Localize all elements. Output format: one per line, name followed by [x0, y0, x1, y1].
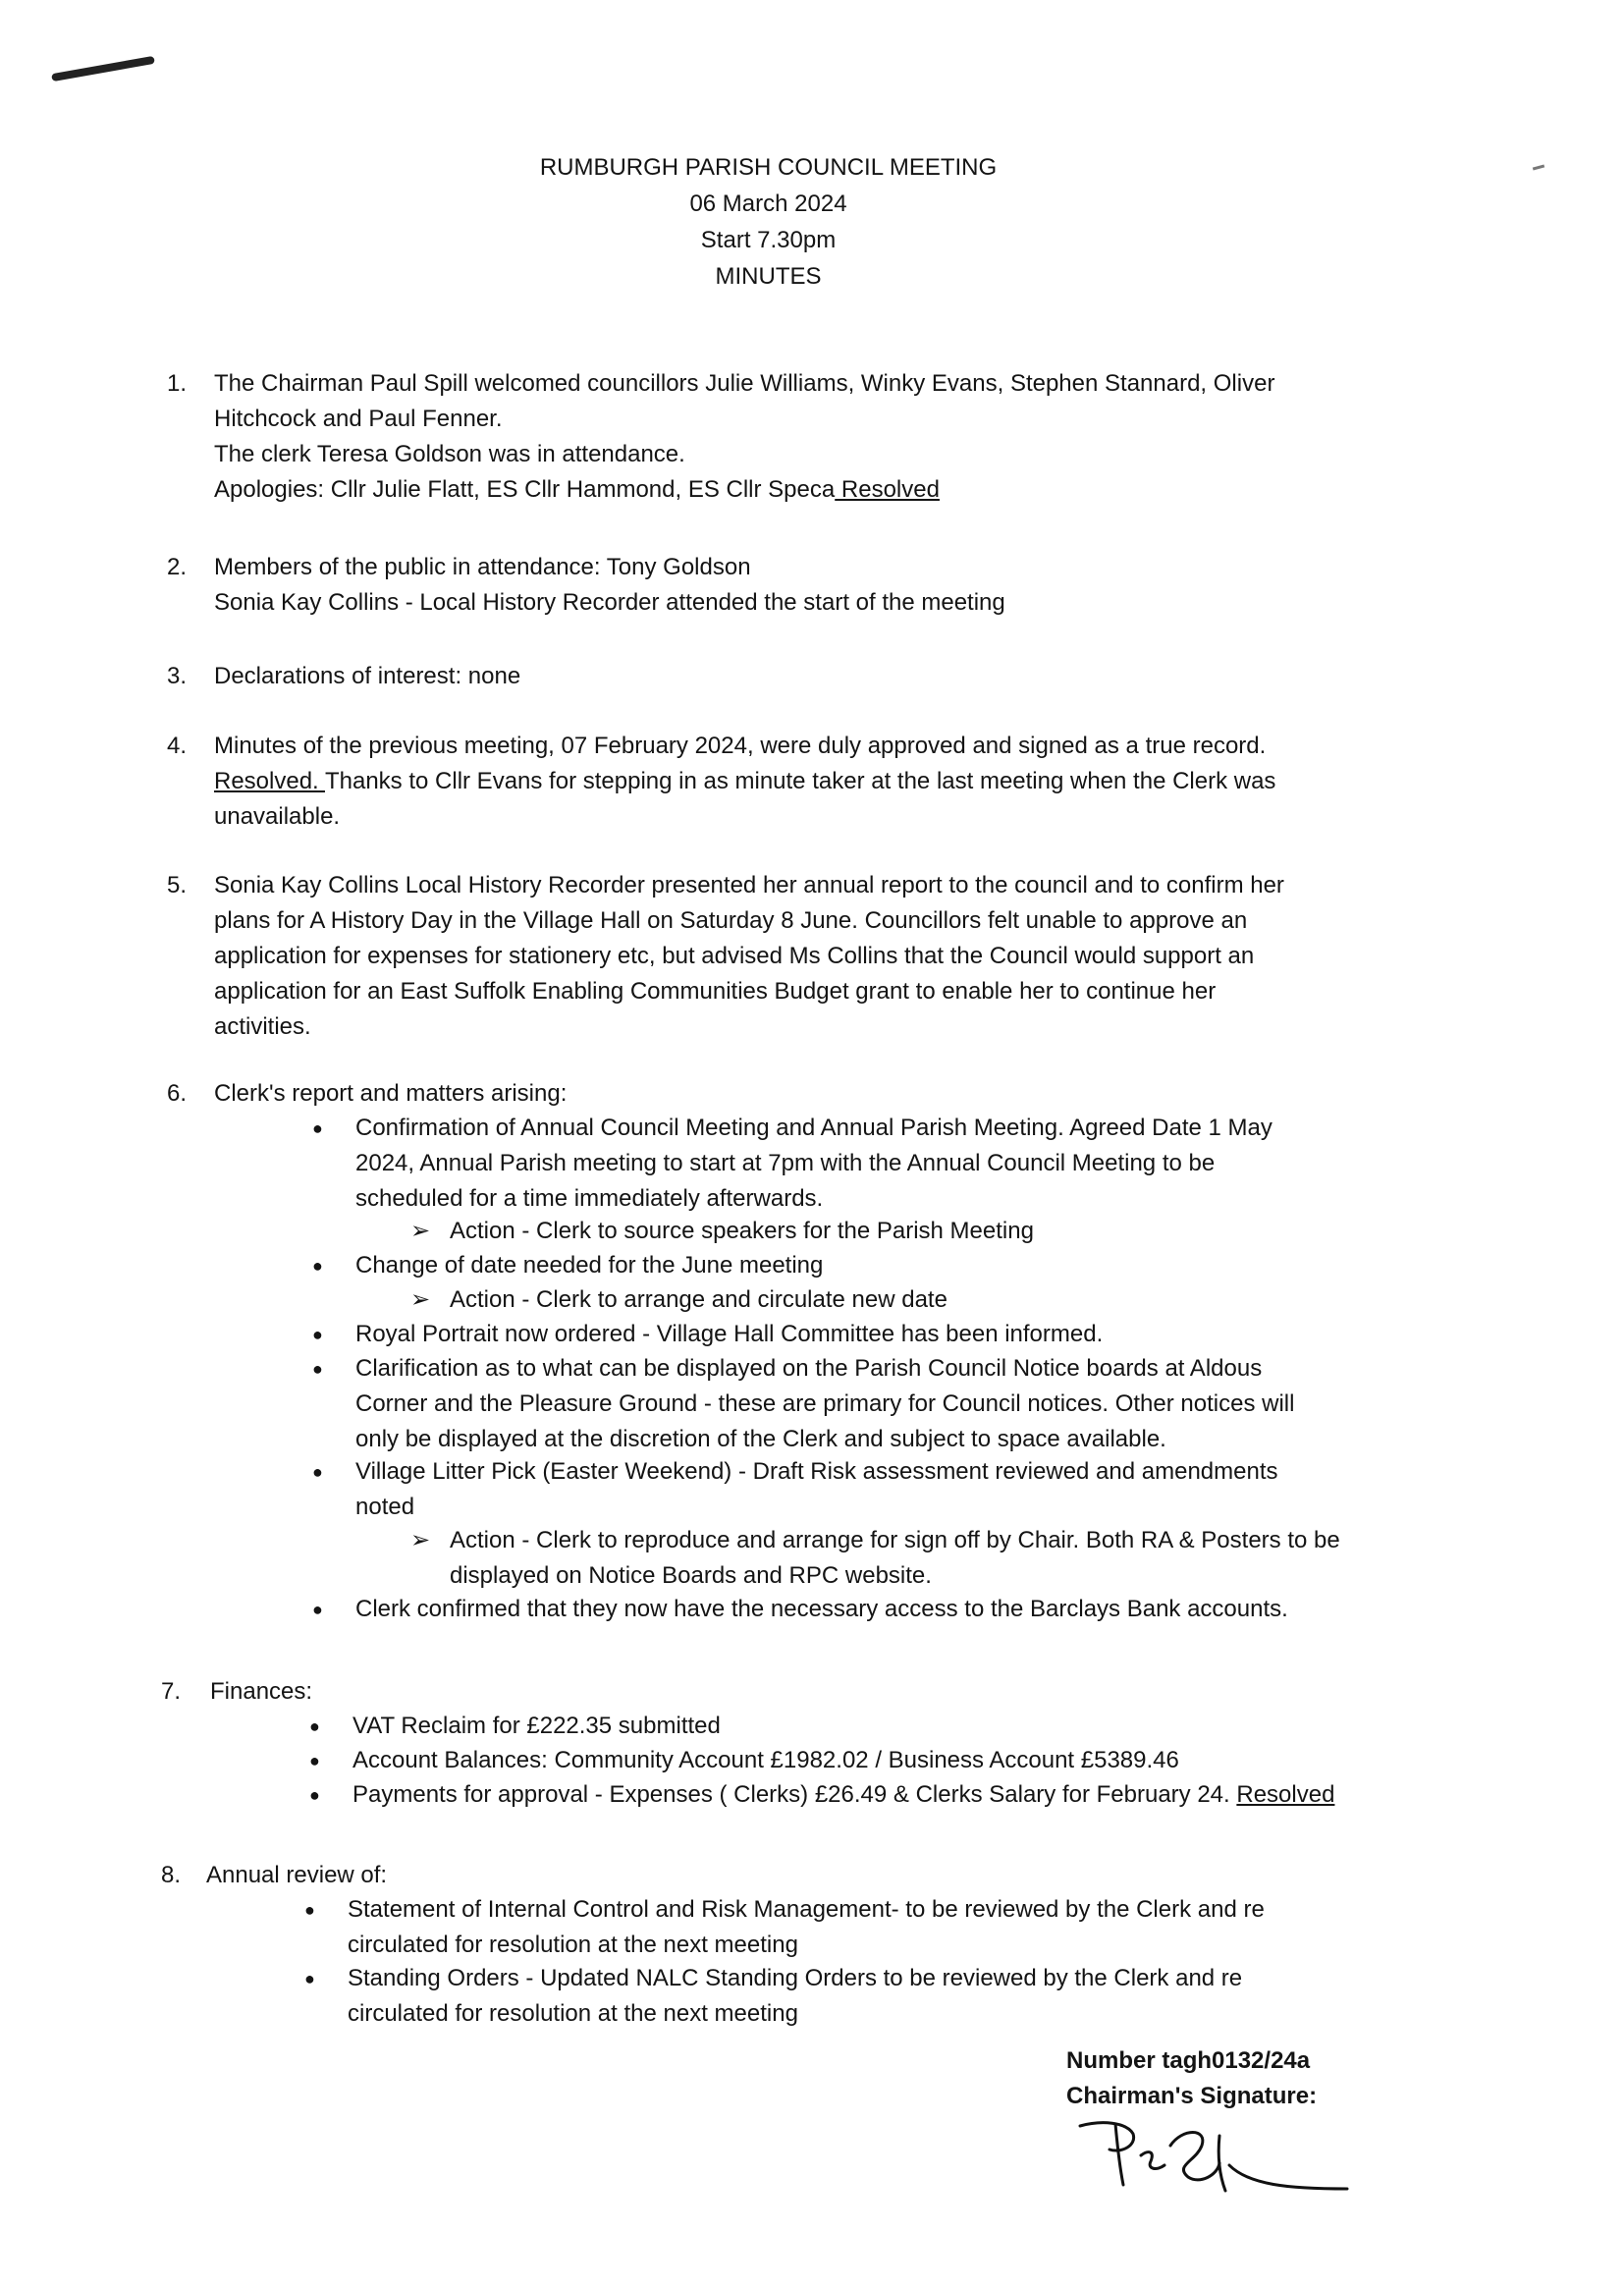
item-line: The Chairman Paul Spill welcomed councillors Julie Williams, Winky Evans, Stephen Stannard, Oliver — [214, 370, 1275, 397]
action-text: Action - Clerk to source speakers for the Parish Meeting — [450, 1218, 1034, 1244]
document-number: Number tagh0132/24a — [1066, 2047, 1311, 2074]
document-header — [0, 149, 1537, 295]
bullet-text: Change of date needed for the June meeting — [355, 1252, 824, 1279]
apologies-text: Apologies: Cllr Julie Flatt, ES Cllr Hammond, ES Cllr Speca — [214, 476, 836, 503]
item-line: The clerk Teresa Goldson was in attendance. — [214, 441, 685, 467]
bullet-line: Corner and the Pleasure Ground - these are primary for Council notices. Other notices will — [355, 1390, 1295, 1417]
document-type: MINUTES — [715, 263, 822, 290]
item-number: 5. — [167, 872, 188, 898]
signature-label: Chairman's Signature: — [1066, 2083, 1318, 2109]
item-number: 6. — [167, 1080, 188, 1107]
item-line: Hitchcock and Paul Fenner. — [214, 406, 503, 432]
item-title: Finances: — [210, 1678, 313, 1705]
action-line: Action - Clerk to reproduce and arrange for sign off by Chair. Both RA & Posters to be — [450, 1527, 1340, 1553]
bullet-line: circulated for resolution at the next meeting — [348, 2000, 798, 2027]
bullet-icon: ● — [312, 1256, 323, 1276]
action-text — [450, 1523, 1481, 1594]
resolved-mark: Resolved — [835, 476, 940, 503]
bullet-icon: ● — [304, 1969, 315, 1988]
bullet-text: VAT Reclaim for £222.35 submitted — [352, 1713, 721, 1739]
scan-mark — [51, 56, 155, 82]
item-line — [214, 472, 1608, 508]
item-number: 2. — [167, 554, 188, 580]
bullet-text — [352, 1777, 1491, 1813]
item-number: 7. — [161, 1678, 182, 1705]
resolved-mark: Resolved. — [214, 768, 325, 794]
bullet-text — [348, 1961, 1437, 2032]
arrow-icon: ➢ — [410, 1218, 431, 1244]
arrow-icon: ➢ — [410, 1527, 431, 1553]
item-line: application for an East Suffolk Enabling Communities Budget grant to enable her to continue her — [214, 978, 1217, 1005]
item-number: 4. — [167, 733, 188, 759]
bullet-icon: ● — [312, 1118, 323, 1138]
item-body — [214, 550, 1608, 621]
item-line: unavailable. — [214, 803, 341, 830]
item-body — [214, 366, 1608, 508]
item-line: Minutes of the previous meeting, 07 February 2024, were duly approved and signed as a true record. — [214, 733, 1267, 759]
bullet-line: circulated for resolution at the next meeting — [348, 1932, 798, 1958]
bullet-line: 2024, Annual Parish meeting to start at 7pm with the Annual Council Meeting to be — [355, 1150, 1216, 1176]
bullet-line: noted — [355, 1494, 415, 1520]
item-body — [214, 868, 1608, 1045]
item-number: 8. — [161, 1862, 182, 1888]
item-line: Declarations of interest: none — [214, 663, 521, 689]
resolved-mark: Resolved — [1236, 1781, 1335, 1808]
bullet-text: Account Balances: Community Account £1982.02 / Business Account £5389.46 — [352, 1747, 1179, 1773]
council-title: RUMBURGH PARISH COUNCIL MEETING — [539, 154, 998, 181]
bullet-icon: ● — [309, 1751, 320, 1770]
bullet-line: scheduled for a time immediately afterwards. — [355, 1185, 824, 1212]
bullet-icon: ● — [309, 1785, 320, 1805]
bullet-text: Clerk confirmed that they now have the necessary access to the Barclays Bank accounts. — [355, 1596, 1288, 1622]
bullet-icon: ● — [312, 1359, 323, 1379]
bullet-text — [355, 1351, 1445, 1457]
item-number: 3. — [167, 663, 188, 689]
bullet-icon: ● — [309, 1716, 320, 1736]
item-number: 1. — [167, 370, 188, 397]
bullet-line: only be displayed at the discretion of the Clerk and subject to space available. — [355, 1426, 1166, 1452]
item-body — [214, 659, 1608, 694]
item-line: Sonia Kay Collins - Local History Recorder attended the start of the meeting — [214, 589, 1005, 616]
chairman-signature — [1072, 2106, 1357, 2200]
bullet-line: Confirmation of Annual Council Meeting and Annual Parish Meeting. Agreed Date 1 May — [355, 1115, 1272, 1141]
bullet-text — [355, 1454, 1445, 1525]
start-time: Start 7.30pm — [700, 227, 837, 253]
bullet-line: Standing Orders - Updated NALC Standing Orders to be reviewed by the Clerk and re — [348, 1965, 1243, 1991]
signature-block — [1066, 2043, 1317, 2114]
bullet-text — [355, 1111, 1445, 1217]
item-line — [214, 764, 1608, 799]
item-line: Members of the public in attendance: Tony Goldson — [214, 554, 751, 580]
bullet-line: Statement of Internal Control and Risk Management- to be reviewed by the Clerk and re — [348, 1896, 1265, 1923]
bullet-text: Royal Portrait now ordered - Village Hall Committee has been informed. — [355, 1321, 1104, 1347]
meeting-date: 06 March 2024 — [689, 190, 847, 217]
bullet-line: Clarification as to what can be displayed on the Parish Council Notice boards at Aldous — [355, 1355, 1263, 1382]
item-line: activities. — [214, 1013, 311, 1040]
arrow-icon: ➢ — [410, 1286, 431, 1313]
bullet-text — [348, 1892, 1437, 1963]
item-line: plans for A History Day in the Village Hall on Saturday 8 June. Councillors felt unable to approve an — [214, 907, 1248, 934]
action-text: Action - Clerk to arrange and circulate new date — [450, 1286, 947, 1313]
thanks-text: Thanks to Cllr Evans for stepping in as minute taker at the last meeting when the Clerk was — [324, 768, 1276, 794]
item-title: Clerk's report and matters arising: — [214, 1080, 568, 1107]
bullet-icon: ● — [312, 1600, 323, 1619]
action-line: displayed on Notice Boards and RPC website. — [450, 1562, 932, 1589]
payments-text: Payments for approval - Expenses ( Clerks) £26.49 & Clerks Salary for February 24. — [352, 1781, 1230, 1808]
bullet-icon: ● — [312, 1325, 323, 1344]
item-title: Annual review of: — [206, 1862, 388, 1888]
item-line: application for expenses for stationery etc, but advised Ms Collins that the Council would support an — [214, 943, 1255, 969]
item-line: Sonia Kay Collins Local History Recorder presented her annual report to the council and to confirm her — [214, 872, 1284, 898]
bullet-icon: ● — [304, 1900, 315, 1920]
bullet-line: Village Litter Pick (Easter Weekend) - Draft Risk assessment reviewed and amendments — [355, 1458, 1278, 1485]
bullet-icon: ● — [312, 1462, 323, 1482]
item-body — [214, 729, 1608, 835]
